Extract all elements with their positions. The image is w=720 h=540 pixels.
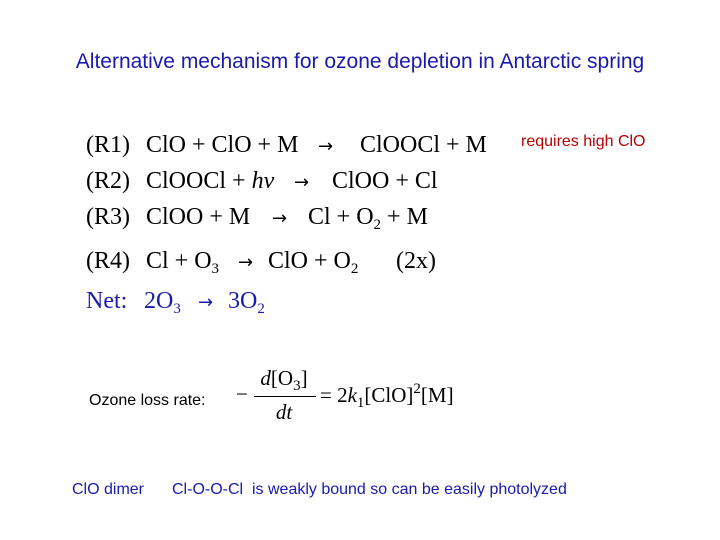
reaction-arrow-icon: → <box>272 208 288 229</box>
equation-numerator: $d[O_3]$ <box>260 366 308 394</box>
equation-minus: − <box>236 382 248 406</box>
net-lhs: $2O_3$ <box>144 288 181 317</box>
reaction-rhs: ClOOCl + M <box>360 132 487 158</box>
reaction-arrow-icon: → <box>294 172 310 193</box>
reaction-label: (R3) <box>86 204 130 230</box>
requires-high-clo-note: requires high ClO <box>521 133 646 150</box>
slide-title: Alternative mechanism for ozone depletion in Antarctic spring <box>75 50 645 73</box>
reaction-multiplier: (2x) <box>396 248 436 274</box>
reaction-rhs: ClO + $O_2$ <box>268 248 359 277</box>
reaction-lhs <box>146 164 274 198</box>
reaction-label: (R1) <box>86 132 130 158</box>
clo-dimer-description: Cl-O-O-Cl is weakly bound so can be easily photolyzed <box>172 481 567 498</box>
equation-denominator: dt <box>275 400 293 424</box>
ozone-loss-equation <box>232 366 472 428</box>
reaction-arrow-icon: → <box>318 136 334 157</box>
equation-rhs: = $2k_1[ClO]^2[M]$ <box>320 381 454 411</box>
ozone-loss-label: Ozone loss rate: <box>89 392 206 409</box>
clo-dimer-label: ClO dimer <box>72 481 145 498</box>
reaction-rhs: ClOO + Cl <box>332 168 438 194</box>
net-label: Net: <box>86 288 128 314</box>
reaction-rhs: $Cl + O_2 + M$ <box>308 204 428 233</box>
photon-symbol: hv <box>251 168 275 194</box>
reaction-lhs: $Cl + O_3$ <box>146 248 220 277</box>
net-arrow-icon: → <box>198 292 214 313</box>
fraction-bar <box>254 396 316 397</box>
reaction-label: (R2) <box>86 168 130 194</box>
reaction-arrow-icon: → <box>238 252 254 273</box>
reaction-lhs: ClO + ClO + M <box>146 132 299 158</box>
net-rhs: $3O_2$ <box>228 288 265 317</box>
reaction-lhs: ClOO + M <box>146 204 251 230</box>
reaction-label: (R4) <box>86 248 130 274</box>
reaction-lhs-part: ClOOCl + <box>146 168 252 194</box>
